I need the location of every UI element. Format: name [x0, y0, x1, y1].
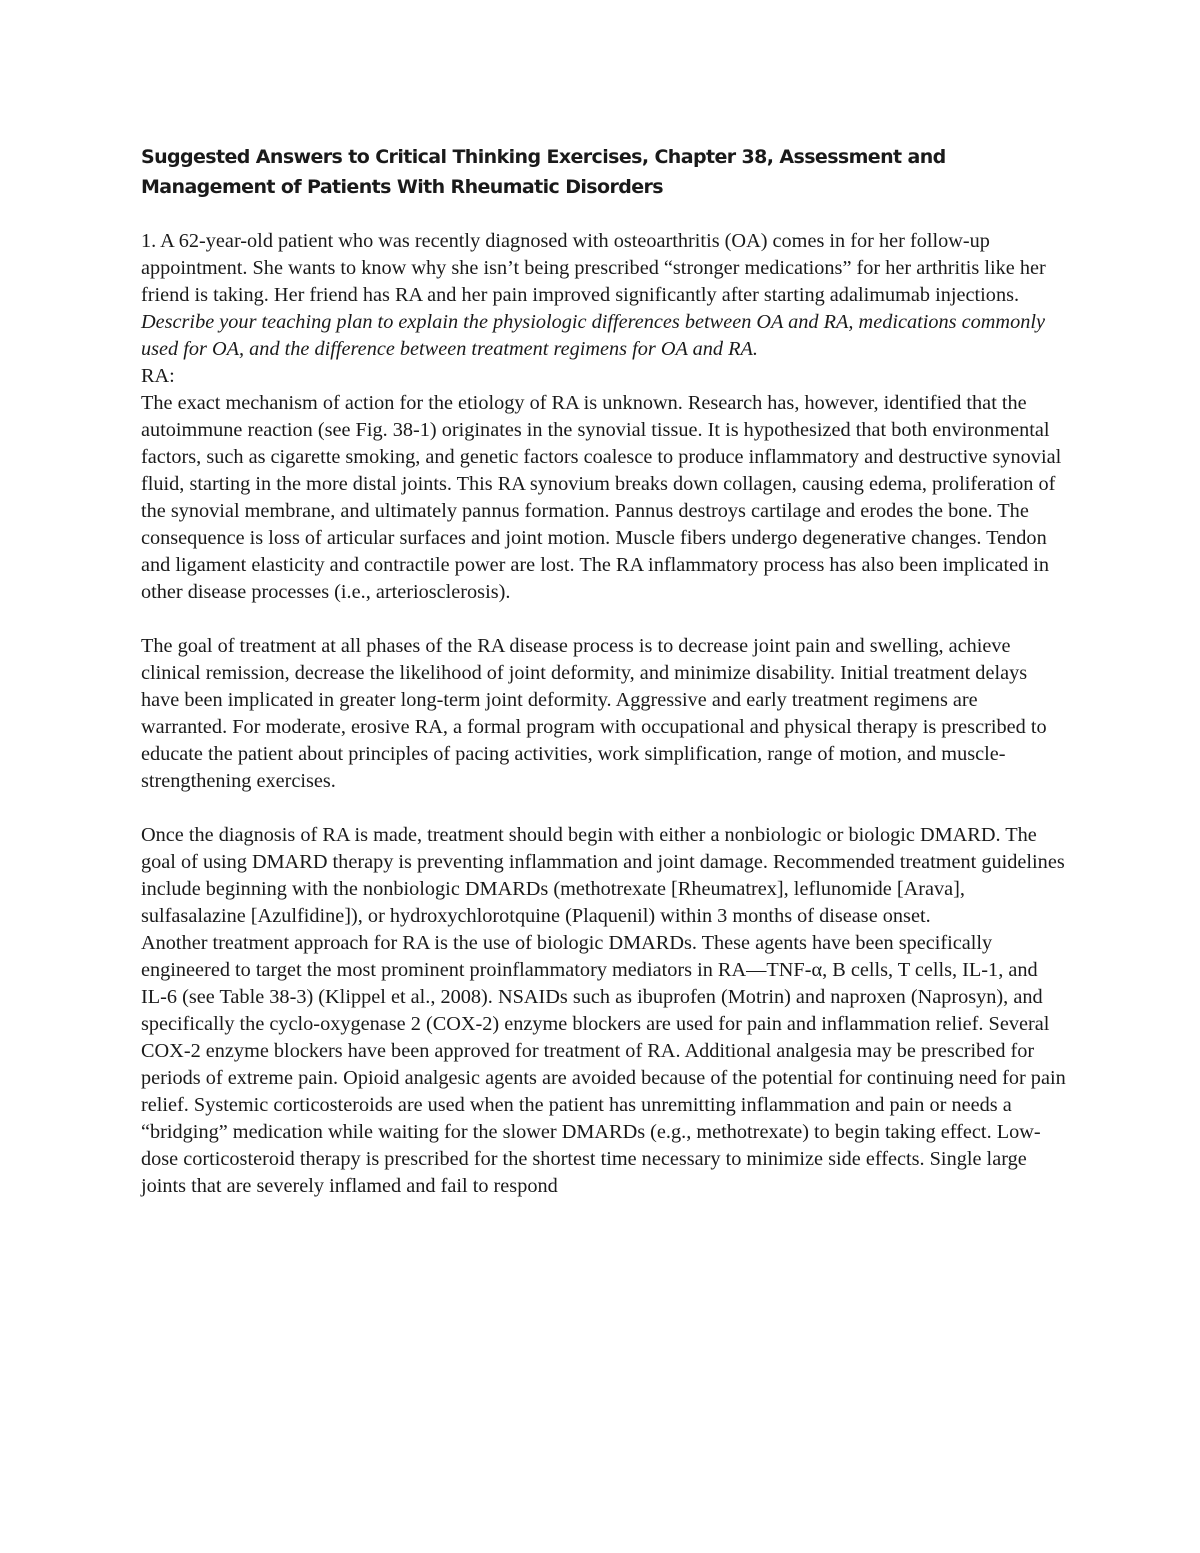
- ra-heading: RA:: [141, 365, 175, 387]
- ra-dmard-paragraph: Once the diagnosis of RA is made, treatment should begin with either a nonbiologic or biologic DMARD. The goal of using DMARD therapy is preventing inflammation and joint damage. Recommended treatment guidelines include beginning with the nonbiologic DMARDs (methotrexate [Rheumatrex], leflunomide [Arava], sulfasalazine [Azulfidine]), or hydroxychlorotquine (Plaquenil) within 3 months of disease onset.: [141, 824, 1065, 927]
- ra-mechanism-paragraph: The exact mechanism of action for the etiology of RA is unknown. Research has, however, identified that the autoimmune reaction (see Fig. 38-1) originates in the synovial tissue. It is hypothesized that both environmental factors, such as cigarette smoking, and genetic factors coalesce to produce inflammatory and destructive synovial fluid, starting in the more distal joints. This RA synovium breaks down collagen, causing edema, proliferation of the synovial membrane, and ultimately pannus formation. Pannus destroys cartilage and erodes the bone. The consequence is loss of articular surfaces and joint motion. Muscle fibers undergo degenerative changes. Tendon and ligament elasticity and contractile power are lost. The RA inflammatory process has also been implicated in other disease processes (i.e., arteriosclerosis).: [141, 392, 1062, 603]
- document-title: Suggested Answers to Critical Thinking Exercises, Chapter 38, Assessment and Management of Patients With Rheumatic Disorders: [141, 146, 946, 198]
- document-body: [141, 228, 1066, 1200]
- question-1-scenario: 1. A 62-year-old patient who was recently diagnosed with osteoarthritis (OA) comes in for her follow-up appointment. She wants to know why she isn’t being prescribed “stronger medications” for her arthritis like her friend is taking. Her friend has RA and her pain improved significantly after starting adalimumab injections.: [141, 230, 1046, 306]
- ra-biologic-paragraph: Another treatment approach for RA is the use of biologic DMARDs. These agents have been specifically engineered to target the most prominent proinflammatory mediators in RA—TNF-α, B cells, T cells, IL-1, and IL-6 (see Table 38-3) (Klippel et al., 2008). NSAIDs such as ibuprofen (Motrin) and naproxen (Naprosyn), and specifically the cyclo-oxygenase 2 (COX-2) enzyme blockers are used for pain and inflammation relief. Several COX-2 enzyme blockers have been approved for treatment of RA. Additional analgesia may be prescribed for periods of extreme pain. Opioid analgesic agents are avoided because of the potential for continuing need for pain relief. Systemic corticosteroids are used when the patient has unremitting inflammation and pain or needs a “bridging” medication while waiting for the slower DMARDs (e.g., methotrexate) to begin taking effect. Low-dose corticosteroid therapy is prescribed for the shortest time necessary to minimize side effects. Single large joints that are severely inflamed and fail to respond: [141, 932, 1066, 1197]
- ra-treatment-goal-paragraph: The goal of treatment at all phases of the RA disease process is to decrease joint pain and swelling, achieve clinical remission, decrease the likelihood of joint deformity, and minimize disability. Initial treatment delays have been implicated in greater long-term joint deformity. Aggressive and early treatment regimens are warranted. For moderate, erosive RA, a formal program with occupational and physical therapy is prescribed to educate the patient about principles of pacing activities, work simplification, range of motion, and muscle-strengthening exercises.: [141, 635, 1047, 792]
- question-1-prompt: Describe your teaching plan to explain the physiologic differences between OA and RA, medications commonly used for OA, and the difference between treatment regimens for OA and RA.: [141, 311, 1045, 360]
